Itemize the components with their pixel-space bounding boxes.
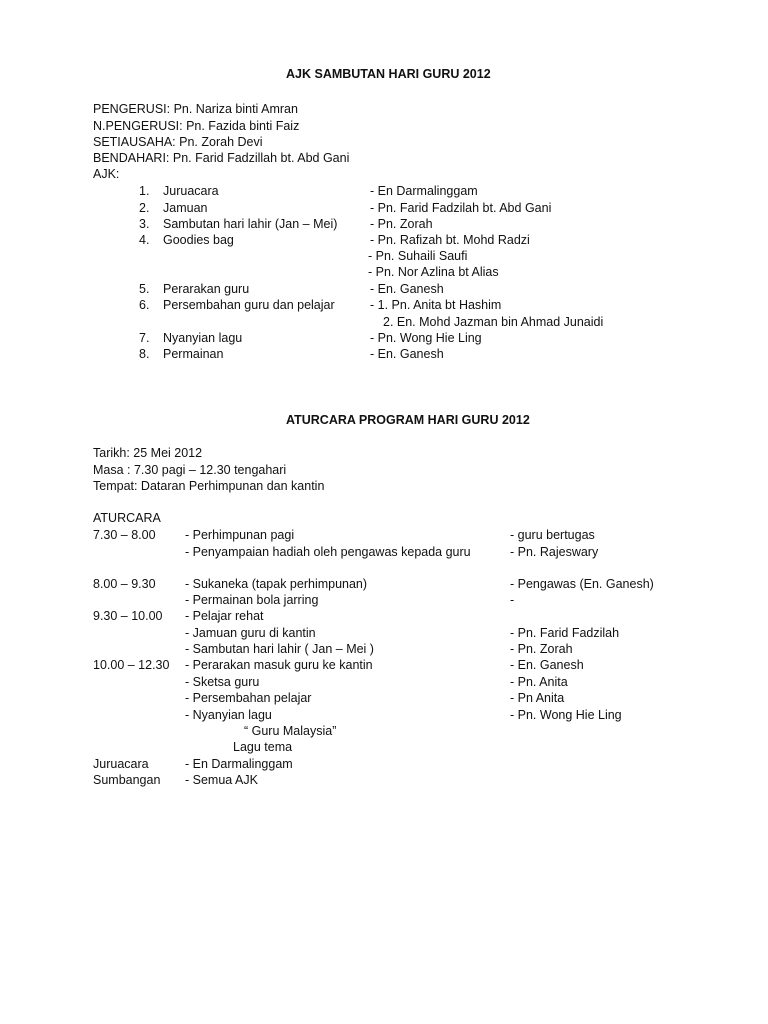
member-number: 4. (139, 233, 150, 247)
schedule-activity: - Jamuan guru di kantin (185, 626, 316, 640)
program-date: Tarikh: 25 Mei 2012 (93, 446, 203, 460)
schedule-time: 7.30 – 8.00 (93, 528, 156, 542)
member-name: - En. Ganesh (370, 347, 444, 361)
schedule-activity: - Pelajar rehat (185, 609, 264, 623)
member-number: 5. (139, 282, 150, 296)
committee-title: AJK SAMBUTAN HARI GURU 2012 (286, 67, 491, 81)
member-number: 7. (139, 331, 150, 345)
schedule-person: - Pn Anita (510, 691, 565, 705)
schedule-person: - Pn. Rajeswary (510, 545, 599, 559)
schedule-activity: - Penyampaian hadiah oleh pengawas kepada guru (185, 545, 471, 559)
member-name: - Pn. Zorah (370, 217, 433, 231)
member-name: 2. En. Mohd Jazman bin Ahmad Junaidi (383, 315, 604, 329)
schedule-person: - Pn. Zorah (510, 642, 573, 656)
member-name: - Pn. Rafizah bt. Mohd Radzi (370, 233, 530, 247)
schedule-person: - En. Ganesh (510, 658, 584, 672)
schedule-activity: - Sketsa guru (185, 675, 260, 689)
schedule-person: - Pn. Anita (510, 675, 568, 689)
member-task: Juruacara (163, 184, 219, 198)
member-task: Nyanyian lagu (163, 331, 243, 345)
schedule-person: - Pn. Farid Fadzilah (510, 626, 620, 640)
member-name: - En. Ganesh (370, 282, 444, 296)
footer-value: - En Darmalinggam (185, 757, 293, 771)
officer-chairman: PENGERUSI: Pn. Nariza binti Amran (93, 102, 298, 116)
member-number: 2. (139, 201, 150, 215)
schedule-activity: - Sukaneka (tapak perhimpunan) (185, 577, 368, 591)
schedule-activity: - Permainan bola jarring (185, 593, 319, 607)
footer-label: Juruacara (93, 757, 149, 771)
committee-members-label: AJK: (93, 167, 120, 181)
member-task: Persembahan guru dan pelajar (163, 298, 335, 312)
officer-secretary: SETIAUSAHA: Pn. Zorah Devi (93, 135, 263, 149)
schedule-time: 8.00 – 9.30 (93, 577, 156, 591)
footer-label: Sumbangan (93, 773, 161, 787)
member-name: - 1. Pn. Anita bt Hashim (370, 298, 502, 312)
member-task: Sambutan hari lahir (Jan – Mei) (163, 217, 338, 231)
schedule-person: - guru bertugas (510, 528, 595, 542)
schedule-time: 10.00 – 12.30 (93, 658, 170, 672)
member-name: - Pn. Wong Hie Ling (370, 331, 482, 345)
schedule-activity: - Nyanyian lagu (185, 708, 272, 722)
member-task: Permainan (163, 347, 224, 361)
schedule-activity: - Persembahan pelajar (185, 691, 312, 705)
schedule-person: - (510, 593, 515, 607)
schedule-activity: - Perarakan masuk guru ke kantin (185, 658, 373, 672)
member-name: - Pn. Nor Azlina bt Alias (368, 265, 499, 279)
schedule-person: - Pn. Wong Hie Ling (510, 708, 622, 722)
member-number: 6. (139, 298, 150, 312)
member-name: - En Darmalinggam (370, 184, 478, 198)
schedule-activity: - Sambutan hari lahir ( Jan – Mei ) (185, 642, 374, 656)
member-number: 8. (139, 347, 150, 361)
footer-value: - Semua AJK (185, 773, 258, 787)
program-time: Masa : 7.30 pagi – 12.30 tengahari (93, 463, 287, 477)
member-task: Goodies bag (163, 233, 234, 247)
member-task: Perarakan guru (163, 282, 250, 296)
member-number: 3. (139, 217, 150, 231)
schedule-activity: - Perhimpunan pagi (185, 528, 295, 542)
schedule-person: - Pengawas (En. Ganesh) (510, 577, 654, 591)
member-task: Jamuan (163, 201, 208, 215)
member-name: - Pn. Farid Fadzilah bt. Abd Gani (370, 201, 552, 215)
member-name: - Pn. Suhaili Saufi (368, 249, 468, 263)
schedule-time: 9.30 – 10.00 (93, 609, 163, 623)
officer-treasurer: BENDAHARI: Pn. Farid Fadzillah bt. Abd Gani (93, 151, 350, 165)
song-note: Lagu tema (233, 740, 293, 754)
song-title: “ Guru Malaysia” (244, 724, 337, 738)
schedule-heading: ATURCARA (93, 511, 161, 525)
member-number: 1. (139, 184, 150, 198)
program-title: ATURCARA PROGRAM HARI GURU 2012 (286, 413, 530, 427)
officer-vice-chairman: N.PENGERUSI: Pn. Fazida binti Faiz (93, 119, 300, 133)
program-place: Tempat: Dataran Perhimpunan dan kantin (93, 479, 325, 493)
